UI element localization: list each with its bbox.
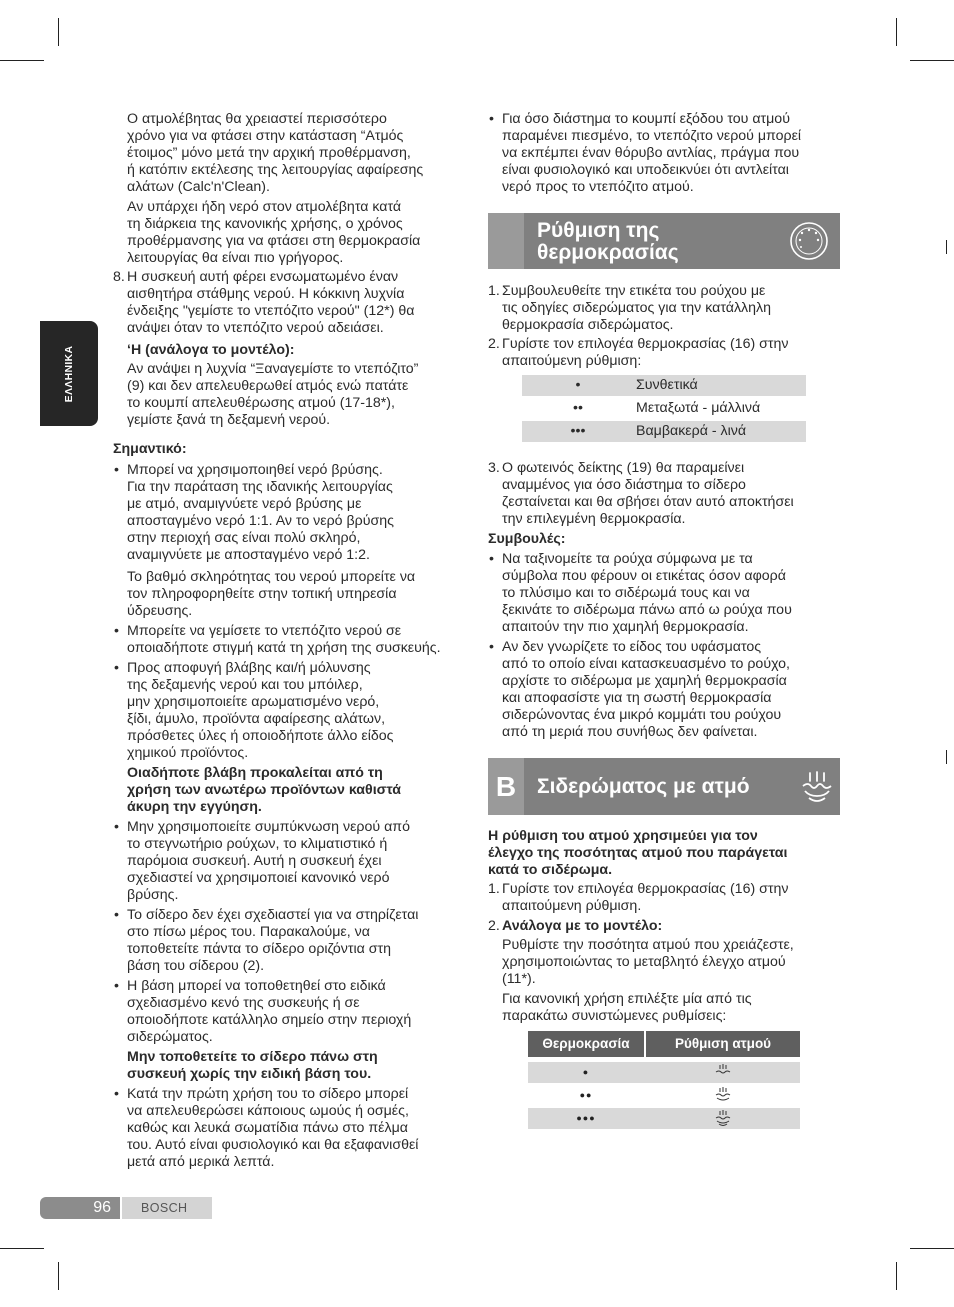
steam-intro: [488, 828, 787, 879]
text-line: τις οδηγίες σιδερώματος για την κατάλληλη: [502, 300, 772, 316]
text-line: να απελευθερώσει κάποιους ωμούς ή οσμές,: [127, 1103, 409, 1119]
warranty-warning: [127, 765, 401, 816]
text-line: οποιαδήποτε στιγμή κατά τη χρήση της συσκευής.: [127, 640, 441, 656]
table-row: • Συνθετικά: [522, 375, 806, 396]
text-line: σύμβολα που φέρουν οι ετικέτας όσον αφορά: [502, 568, 786, 584]
text-line: χρησιμοποιώντας το μεταβλητό έλεγχο ατμού: [502, 954, 786, 970]
section-letter: B: [488, 758, 524, 815]
tip-bullet-1: • Να ταξινομείτε τα ρούχα σύμφωνα με τα σύμβολα που φέρουν οι ετικέτας όσον αφορά το πλύσιμο και το σιδέρωμά τους και να ξεκινάτε το σιδέρωμα πάνω από ω ρούχα που απαιτούν την πιο χαμηλή θερμοκρασία.: [489, 551, 792, 635]
important-bullet-4: • Μην χρησιμοποιείτε συμπύκνωση νερού από το στεγνωτήριο ρούχων, το κλιματιστικό ή παρόμοια συσκευή. Αυτή η συσκευή έχει σχεδιαστεί να χρησιμοποιεί κανονικό νερό βρύσης.: [114, 819, 410, 903]
text-line: έλεγχο της ποσότητας ατμού που παράγεται: [488, 845, 788, 861]
steam-level-icon: [713, 1063, 733, 1082]
crop-mark: [0, 1248, 44, 1249]
section-header-temperature: [488, 213, 840, 269]
text-line: ύδρευσης.: [127, 603, 193, 619]
text-line: Αν ανάψει η λυχνία “Ξαναγεμίστε το ντεπόζιτο”: [127, 361, 419, 377]
text-line: αλάτων (Calc'n'Clean).: [127, 179, 270, 195]
section-title-temperature: [537, 220, 679, 264]
text-line: την επιλεγμένη θερμοκρασία.: [502, 511, 686, 527]
temp-step-1: 1. Συμβουλευθείτε την ετικέτα του ρούχου με τις οδηγίες σιδερώματος για την κατάλληλη θερμοκρασία σιδερώματος.: [488, 283, 772, 333]
text-line: Η βάση μπορεί να τοποθετηθεί στο ειδικά: [127, 978, 386, 994]
steam-icon: [799, 769, 835, 805]
text-line: Για όσο διάστημα το κουμπί εξόδου του ατμού: [502, 111, 790, 127]
text-line: Ρύθμιση της: [537, 219, 660, 242]
text-line: Μην χρησιμοποιείτε συμπύκνωση νερού από: [127, 819, 410, 835]
table-row: [528, 1085, 800, 1106]
paragraph-water-preheat: [127, 199, 420, 267]
text-line: από τη μεριά που συνήθως δεν φαίνεται.: [502, 724, 758, 740]
text-line: Γυρίστε τον επιλογέα θερμοκρασίας (16) στην: [502, 336, 789, 352]
paragraph-refill-lamp: [127, 361, 418, 429]
text-line: παρόμοια συσκευή. Αυτή η συσκευή έχει: [127, 853, 382, 869]
important-bullet-2: • Μπορείτε να γεμίσετε το ντεπόζιτο νερού σε οποιαδήποτε στιγμή κατά τη χρήση της συσκευής.: [114, 623, 441, 656]
text-line: οποιοδήποτε κατάλληλο σημείο στην περιοχή: [127, 1012, 412, 1028]
crop-mark: [946, 750, 947, 764]
text-line: κατά το σιδέρωμα.: [488, 862, 613, 878]
table-row: [528, 1108, 800, 1129]
list-item-8: 8. Η συσκευή αυτή φέρει ενσωματωμένο έναν αισθητήρα στάθμης νερού. Η κόκκινη λυχνία ένδειξης "γεμίστε το ντεπόζιτο νερού" (12*) θα ανάψει όταν το ντεπόζιτο νερού αδειάσει.: [113, 269, 415, 336]
text-line: Μην τοποθετείτε το σίδερο πάνω στη: [127, 1049, 378, 1065]
text-line: βρύσης.: [127, 887, 179, 903]
text-line: Αν υπάρχει ήδη νερό στον ατμολέβητα κατά: [127, 199, 402, 215]
pump-noise-bullet: • Για όσο διάστημα το κουμπί εξόδου του ατμού παραμένει πιεσμένο, το ντεπόζιτο νερού μπορεί να εκπέμπει έναν θόρυβο αντλίας, πράγμα που είναι φυσιολογικό και υποδεικνύει ότι αντλείται νερό προς το ντεπόζιτο ατμού.: [489, 111, 802, 195]
text-line: μην χρησιμοποιείτε αρωματισμένο νερό,: [127, 694, 380, 710]
text-line: με ατμό, αναμιγνύετε νερό βρύσης με: [127, 496, 362, 512]
text-line: της δεξαμενής νερού και του μπόιλερ,: [127, 677, 363, 693]
text-line: Ρυθμίστε την ποσότητα ατμού που χρειάζεστε,: [502, 937, 794, 953]
text-line: αναμιγνύετε με αποσταγμένο νερό 1:2.: [127, 547, 370, 563]
tip-bullet-2: • Αν δεν γνωρίζετε το είδος του υφάσματος από το οποίο είναι κατασκευασμένο το ρούχο, αρχίστε το σιδέρωμα με χαμηλή θερμοκρασία και αποφασίστε για τη σωστή θερμοκρασία σιδερώνοντας ένα μικρό κομμάτι του ρούχου από τη μεριά που συνήθως δεν φαίνεται.: [489, 639, 790, 740]
text-line: Ο φωτεινός δείκτης (19) θα παραμείνει: [502, 460, 745, 476]
text-line: έτοιμος” μόνο μετά την αρχική προθέρμανση,: [127, 145, 411, 161]
text-line: Αν δεν γνωρίζετε το είδος του υφάσματος: [502, 639, 762, 655]
steam-step-2-text-b: [502, 991, 752, 1025]
important-bullet-1: • Μπορεί να χρησιμοποιηθεί νερό βρύσης. Για την παράταση της ιδανικής λειτουργίας με ατμό, αναμιγνύετε νερό βρύσης με αποσταγμένο νερό 1:1. Αν το νερό βρύσης στην περιοχή σας είναι πολύ σκληρό, αναμιγνύετε με αποσταγμένο νερό 1:2.: [114, 462, 394, 563]
crop-mark: [910, 1248, 954, 1249]
text-line: αισθητήρα στάθμης νερού. Η κόκκινη λυχνία: [127, 286, 405, 302]
steam-level-icon: [713, 1086, 733, 1105]
text-line: το κουμπί απελευθέρωσης ατμού (17-18*),: [127, 395, 395, 411]
text-line: τη διάρκεια της κανονικής χρήσης, ο χρόνος: [127, 216, 403, 232]
text-line: σιδερώματος.: [127, 1029, 213, 1045]
section-header-steam: [488, 758, 840, 815]
text-line: του. Αυτό είναι φυσιολογικό και θα εξαφανισθεί: [127, 1137, 419, 1153]
important-bullet-5: • Το σίδερο δεν έχει σχεδιαστεί για να στηρίζεται στο πίσω μέρος του. Παρακαλούμε, να τοποθετείτε πάντα το σίδερο οριζόντια στη βάση του σίδερου (2).: [114, 907, 419, 974]
text-line: σχεδιαστεί να χρησιμοποιεί κανονικό νερό: [127, 870, 390, 886]
table-row: ••• Βαμβακερά - λινά: [522, 421, 806, 442]
section-title-steam: Σιδερώματος με ατμό: [537, 775, 750, 798]
crop-mark: [910, 60, 954, 61]
crop-mark: [0, 60, 44, 61]
text-line: από το οποίο είναι κατασκευασμένο το ρούχο,: [502, 656, 790, 672]
text-line: και αποφασίστε για τη σωστή θερμοκρασία: [502, 690, 772, 706]
crop-mark: [946, 240, 947, 254]
text-line: παρακάτω συνιστώμενες ρυθμίσεις:: [502, 1008, 727, 1024]
important-bullet-7: • Κατά την πρώτη χρήση του το σίδερο μπορεί να απελευθερώσει κάποιους ωμούς ή οσμές, καθώς και λευκά σωματίδια πάνω στο πέλμα του. Αυτό είναι φυσιολογικό και θα εξαφανισθεί μετά από μερικά λεπτά.: [114, 1086, 419, 1170]
text-line: Συμβουλευθείτε την ετικέτα του ρούχου με: [502, 283, 766, 299]
text-line: παραμένει πιεσμένο, το ντεπόζιτο νερού μπορεί: [502, 128, 802, 144]
text-line: Το βαθμό σκληρότητας του νερού μπορείτε να: [127, 569, 416, 585]
page-number: 96: [40, 1197, 120, 1219]
text-line: (9) και δεν απελευθερωθεί ατμός ενώ πατάτε: [127, 378, 409, 394]
text-line: ξεκινάτε το σιδέρωμα πάνω από ω ρούχα που: [502, 602, 792, 618]
temperature-dots: ●: [582, 1067, 590, 1077]
crop-mark: [896, 1262, 897, 1290]
text-line: απαιτούν την πιο χαμηλή θερμοκρασία.: [502, 619, 749, 635]
text-line: αναμμένος για όσο διάστημα το σίδερο: [502, 477, 746, 493]
paragraph-boiler-preheat: [127, 111, 423, 196]
text-line: θερμοκρασία σιδερώματος.: [502, 317, 674, 333]
text-line: (11*).: [502, 971, 536, 987]
text-line: απαιτούμενη ρύθμιση:: [502, 353, 642, 369]
language-tab: ΕΛΛΗΝΙΚΑ: [40, 321, 98, 426]
steam-table-header: Θερμοκρασία Ρύθμιση ατμού: [528, 1031, 800, 1057]
text-line: Για την παράταση της ιδανικής λειτουργίας: [127, 479, 393, 495]
temperature-dots: ●●●: [576, 1113, 596, 1123]
text-line: Να ταξινομείτε τα ρούχα σύμφωνα με τα: [502, 551, 753, 567]
text-line: πρόσθετες ύλες ή οποιοδήποτε άλλο είδος: [127, 728, 394, 744]
model-note-heading: ‘Η (ανάλογα το μοντέλο):: [127, 342, 295, 358]
temp-step-2: 2. Γυρίστε τον επιλογέα θερμοκρασίας (16) στην απαιτούμενη ρύθμιση:: [488, 336, 789, 369]
text-line: το πλύσιμο και το σιδέρωμά τους και να: [502, 585, 750, 601]
text-line: βάση του σίδερου (2).: [127, 958, 265, 974]
text-line: το στεγνωτήριο ρούχων, το κλιματιστικό ή: [127, 836, 388, 852]
text-line: συσκευή χωρίς την ειδική βάση του.: [127, 1066, 372, 1082]
text-line: ένδειξης "γεμίστε το ντεπόζιτο νερού" (12*) θα: [127, 303, 415, 319]
text-line: ζεσταίνεται και θα σβήσει όταν αυτό αποκτήσει: [502, 494, 794, 510]
table-row: [528, 1062, 800, 1083]
steam-step-2-text: [502, 937, 794, 988]
text-line: σιδερώνοντας ένα μικρό κομμάτι του ρούχου: [502, 707, 782, 723]
text-line: Μπορείτε να γεμίσετε το ντεπόζιτο νερού σε: [127, 623, 402, 639]
text-line: αρχίστε το σιδέρωμα με χαμηλή θερμοκρασία: [502, 673, 787, 689]
text-line: στην περιοχή σας είναι πολύ σκληρό,: [127, 530, 361, 546]
text-line: ή κατόπιν εκτέλεσης της λειτουργίας αφαίρεσης: [127, 162, 424, 178]
important-heading: Σημαντικό:: [113, 441, 187, 457]
text-line: τοποθετείτε πάντα το σίδερο οριζόντια στη: [127, 941, 391, 957]
important-bullet-6: • Η βάση μπορεί να τοποθετηθεί στο ειδικά σχεδιασμένο κενό της συσκευής ή σε οποιοδήποτε κατάλληλο σημείο στην περιοχή σιδερώματος.: [114, 978, 412, 1045]
text-line: τον πληροφορηθείτε στην τοπική υπηρεσία: [127, 586, 397, 602]
text-line: αποσταγμένο νερό 1:1. Αν το νερό βρύσης: [127, 513, 394, 529]
text-line: Το σίδερο δεν έχει σχεδιαστεί για να στηρίζεται: [127, 907, 419, 923]
text-line: άκυρη την εγγύηση.: [127, 799, 262, 815]
crop-mark: [58, 1262, 59, 1290]
temp-step-3: 3. Ο φωτεινός δείκτης (19) θα παραμείνει αναμμένος για όσο διάστημα το σίδερο ζεσταίνεται και θα σβήσει όταν αυτό αποκτήσει την επιλεγμένη θερμοκρασία.: [488, 460, 794, 527]
text-line: χημικού προϊόντος.: [127, 745, 249, 761]
text-line: σχεδιασμένο κενό της συσκευής ή σε: [127, 995, 360, 1011]
crop-mark: [896, 18, 897, 46]
text-line: γεμίστε ξανά τη δεξαμενή νερού.: [127, 412, 331, 428]
text-line: μετά από μερικά λεπτά.: [127, 1154, 275, 1170]
steam-level-icon: [713, 1109, 733, 1128]
text-line: Προς αποφυγή βλάβης και/ή μόλυνσης: [127, 660, 371, 676]
text-line: λειτουργίας θα είναι πιο γρήγορος.: [127, 250, 344, 266]
text-line: Η συσκευή αυτή φέρει ενσωματωμένο έναν: [127, 269, 399, 285]
text-line: θερμοκρασίας: [537, 241, 679, 264]
text-line: Κατά την πρώτη χρήση του το σίδερο μπορεί: [127, 1086, 409, 1102]
text-line: Γυρίστε τον επιλογέα θερμοκρασίας (16) στην: [502, 881, 789, 897]
text-line: Για κανονική χρήση επιλέξτε μία από τις: [502, 991, 752, 1007]
text-line: προθέρμανσης για να φτάσει στη θερμοκρασία: [127, 233, 421, 249]
important-bullet-1b: [127, 569, 415, 620]
text-line: απαιτούμενη ρύθμιση.: [502, 898, 642, 914]
text-line: Οιαδήποτε βλάβη προκαλείται από τη: [127, 765, 383, 781]
text-line: Η ρύθμιση του ατμού χρησιμεύει για τον: [488, 828, 758, 844]
text-line: νερό προς το ντεπόζιτο ατμού.: [502, 179, 694, 195]
tips-heading: Συμβουλές:: [488, 531, 566, 547]
text-line: καθώς και λευκά σωματίδια πάνω στο πέλμα: [127, 1120, 408, 1136]
base-warning: [127, 1049, 378, 1083]
text-line: χρόνο για να φτάσει στην κατάσταση “Ατμός: [127, 128, 404, 144]
text-line: να εκπέμπει έναν θόρυβο αντλίας, πράγμα που: [502, 145, 800, 161]
text-line: ξίδι, άμυλο, προϊόντα αφαίρεσης αλάτων,: [127, 711, 386, 727]
text-line: ανάψει όταν το ντεπόζιτο νερού αδειάσει.: [127, 320, 384, 336]
steam-step-2: 2. Ανάλογα με το μοντέλο:: [488, 918, 663, 934]
steam-step-1: 1. Γυρίστε τον επιλογέα θερμοκρασίας (16) στην απαιτούμενη ρύθμιση.: [488, 881, 789, 914]
brand-label: BOSCH: [122, 1197, 212, 1219]
important-bullet-3: • Προς αποφυγή βλάβης και/ή μόλυνσης της δεξαμενής νερού και του μπόιλερ, μην χρησιμοποιείτε αρωματισμένο νερό, ξίδι, άμυλο, προϊόντα αφαίρεσης αλάτων, πρόσθετες ύλες ή οποιοδήποτε άλλο είδος χημικού προϊόντος.: [114, 660, 394, 761]
crop-mark: [58, 18, 59, 46]
temperature-dots: ●●: [579, 1090, 593, 1100]
table-row: •• Μεταξωτά - μάλλινά: [573, 400, 761, 416]
text-line: χρήση των ανωτέρω προϊόντων καθιστά: [127, 782, 402, 798]
text-line: Ο ατμολέβητας θα χρειαστεί περισσότερο: [127, 111, 387, 127]
text-line: στο πίσω μέρος του. Παρακαλούμε, να: [127, 924, 370, 940]
temperature-dial-icon: [788, 220, 830, 262]
text-line: είναι φυσιολογικό και υποδεικνύει ότι αντλείται: [502, 162, 789, 178]
text-line: Μπορεί να χρησιμοποιηθεί νερό βρύσης.: [127, 462, 383, 478]
